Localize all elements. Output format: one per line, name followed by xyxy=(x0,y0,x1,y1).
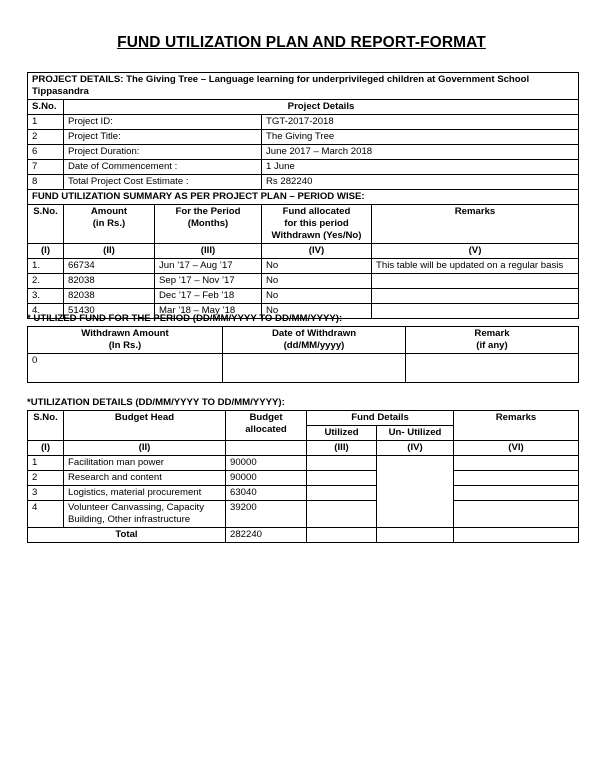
summary-row: 1. 66734 Jun ’17 – Aug ’17 No This table will be updated on a regular basis xyxy=(28,259,579,274)
project-row: 8 Total Project Cost Estimate : Rs 282240 xyxy=(28,175,579,190)
col-fund-details: Fund Details xyxy=(307,411,454,426)
col-unutilized: Un- Utilized xyxy=(377,426,454,441)
remark-cell xyxy=(406,354,579,383)
total-row xyxy=(28,528,579,543)
roman-label: (II) xyxy=(64,441,226,456)
col-remarks: Remarks xyxy=(454,411,579,441)
utilized-row xyxy=(28,354,579,383)
col-sno: S.No. xyxy=(28,205,64,244)
utilization-row: 1 Facilitation man power 90000 xyxy=(28,456,579,471)
summary-row: 3. 82038 Dec ’17 – Feb ’18 No xyxy=(28,289,579,304)
col-remark: Remark (if any) xyxy=(406,327,579,354)
col-project-details: Project Details xyxy=(64,100,579,115)
summary-row: 4. 51430 Mar ’18 – May ’18 No xyxy=(28,304,579,319)
project-details-table xyxy=(27,72,579,319)
total-label: Total xyxy=(28,528,226,543)
roman-label xyxy=(226,441,307,456)
col-date-withdrawn: Date of Withdrawn (dd/MM/yyyy) xyxy=(223,327,406,354)
date-withdrawn-cell xyxy=(223,354,406,383)
project-details-header: PROJECT DETAILS: The Giving Tree – Language learning for underprivileged children at Government School Tippasandra xyxy=(28,73,579,100)
withdrawn-amount-cell: 0 xyxy=(28,354,223,383)
roman-label: (I) xyxy=(28,244,64,259)
utilization-row: 3 Logistics, material procurement 63040 xyxy=(28,486,579,501)
roman-label: (III) xyxy=(307,441,377,456)
col-withdrawn-amount: Withdrawn Amount (In Rs.) xyxy=(28,327,223,354)
col-period: For the Period (Months) xyxy=(155,205,262,244)
utilization-row: 2 Research and content 90000 xyxy=(28,471,579,486)
roman-label: (VI) xyxy=(454,441,579,456)
roman-label: (II) xyxy=(64,244,155,259)
roman-label: (IV) xyxy=(262,244,372,259)
utilization-details-table xyxy=(27,410,579,543)
col-fund-allocated: Fund allocated for this period Withdrawn (Yes/No) xyxy=(262,205,372,244)
summary-row: 2. 82038 Sep ’17 – Nov ’17 No xyxy=(28,274,579,289)
unutilized-cell xyxy=(377,456,454,528)
utilized-fund-heading: * UTILIZED FUND FOR THE PERIOD (DD/MM/YYYY TO DD/MM/YYYY): xyxy=(27,313,343,324)
utilization-details-heading: *UTILIZATION DETAILS (DD/MM/YYYY TO DD/MM/YYYY): xyxy=(27,397,285,408)
utilized-fund-table xyxy=(27,326,579,383)
project-row: 6 Project Duration: June 2017 – March 2018 xyxy=(28,145,579,160)
roman-label: (V) xyxy=(372,244,579,259)
total-value: 282240 xyxy=(226,528,307,543)
col-budget-allocated: Budget allocated xyxy=(226,411,307,441)
roman-label: (I) xyxy=(28,441,64,456)
roman-label: (IV) xyxy=(377,441,454,456)
col-utilized: Utilized xyxy=(307,426,377,441)
project-row: 1 Project ID: TGT-2017-2018 xyxy=(28,115,579,130)
col-remarks: Remarks xyxy=(372,205,579,244)
project-row: 7 Date of Commencement : 1 June xyxy=(28,160,579,175)
col-sno: S.No. xyxy=(28,411,64,441)
summary-header: FUND UTILIZATION SUMMARY AS PER PROJECT PLAN – PERIOD WISE: xyxy=(28,190,579,205)
project-row: 2 Project Title: The Giving Tree xyxy=(28,130,579,145)
page-title: FUND UTILIZATION PLAN AND REPORT-FORMAT xyxy=(117,34,486,51)
col-sno: S.No. xyxy=(28,100,64,115)
utilization-row: 4 Volunteer Canvassing, Capacity Building, Other infrastructure 39200 xyxy=(28,501,579,528)
col-amount: Amount (in Rs.) xyxy=(64,205,155,244)
col-budget-head: Budget Head xyxy=(64,411,226,441)
roman-label: (III) xyxy=(155,244,262,259)
